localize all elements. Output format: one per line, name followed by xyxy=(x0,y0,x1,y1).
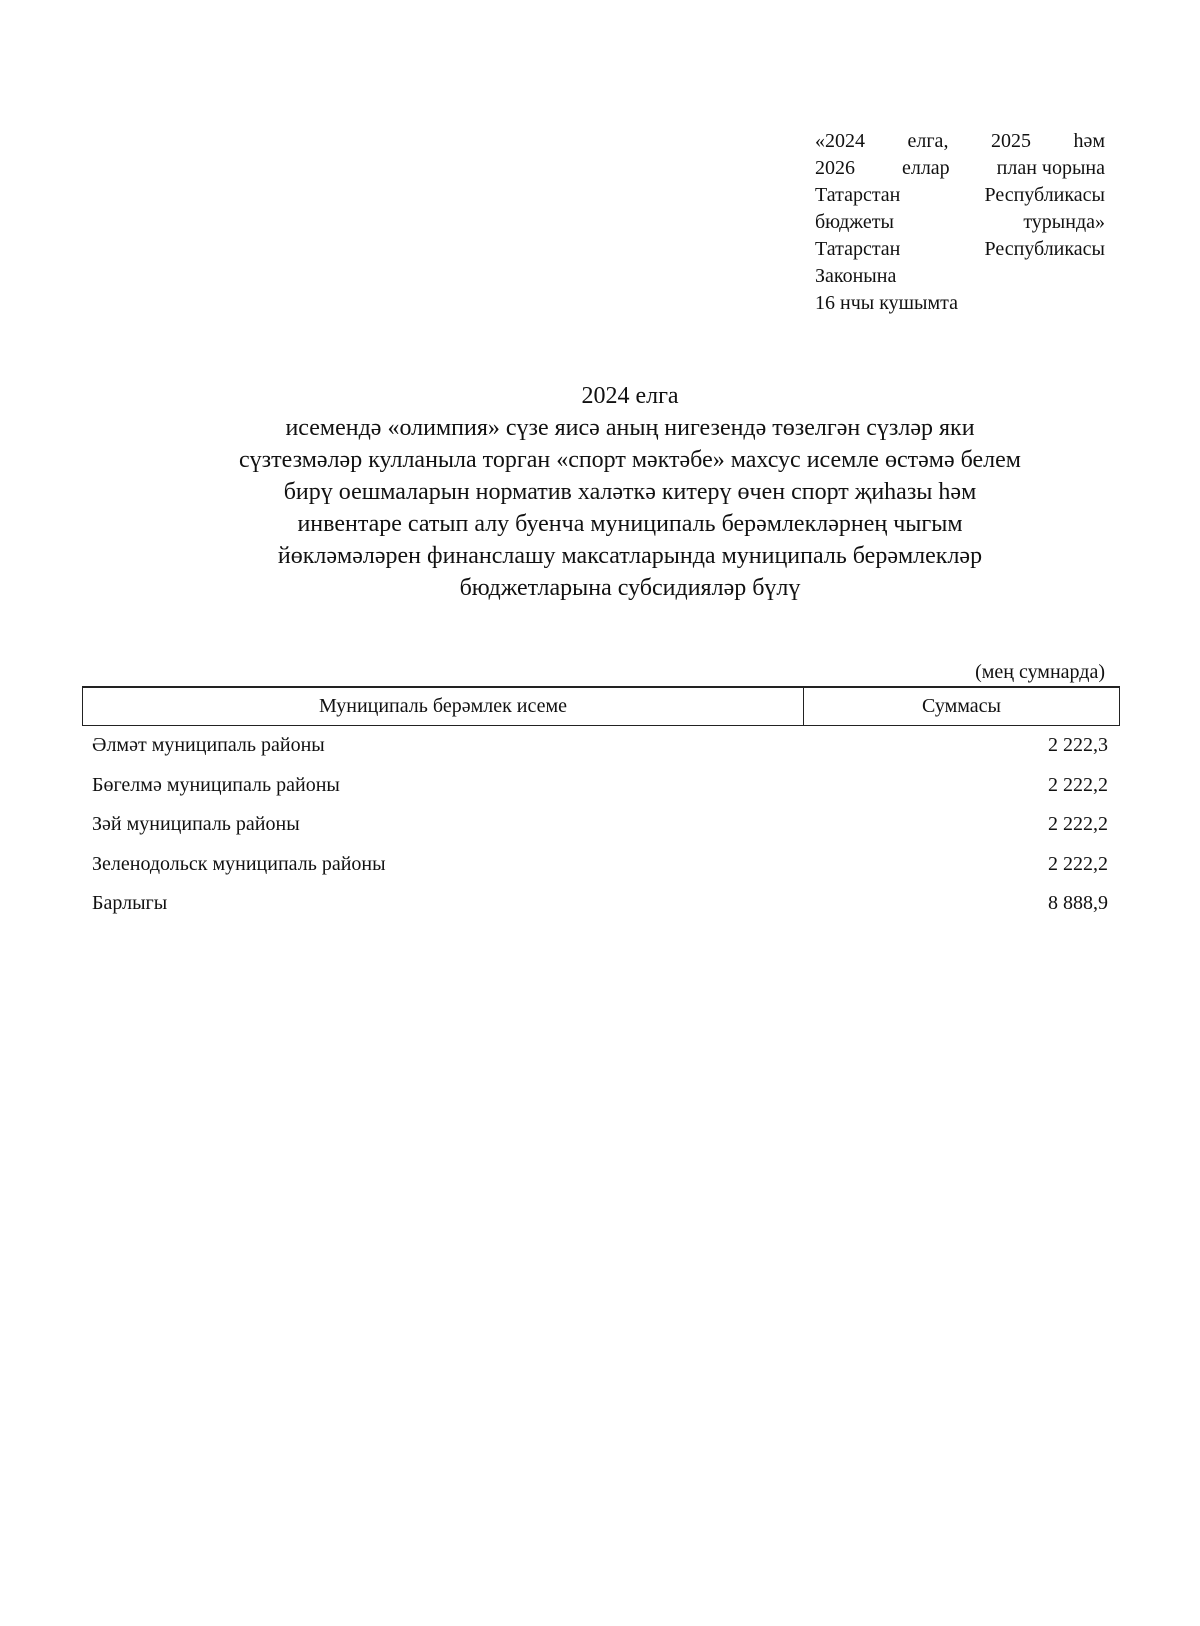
row-name: Бөгелмә муниципаль районы xyxy=(92,773,340,796)
header-word: план чорына xyxy=(996,157,1105,179)
total-label: Барлыгы xyxy=(92,892,168,915)
header-word: Республикасы xyxy=(984,184,1105,206)
column-header-amount: Суммасы xyxy=(922,695,1001,717)
table-row xyxy=(82,845,1120,885)
title-line: йөкләмәләрен финанслашу максатларында муниципаль берәмлекләр xyxy=(277,543,983,569)
column-header-name: Муниципаль берәмлек исеме xyxy=(83,688,804,725)
table-row xyxy=(82,726,1120,766)
table-row xyxy=(82,805,1120,845)
header-word: бюджеты xyxy=(815,211,894,233)
document-title xyxy=(80,380,1180,604)
header-line xyxy=(815,209,1105,236)
header-line xyxy=(815,155,1105,182)
title-line: инвентаре сатып алу буенча муниципаль берәмлекләрнең чыгым xyxy=(297,511,963,537)
header-word: турында» xyxy=(1023,211,1105,233)
row-amount: 2 222,2 xyxy=(1048,773,1108,796)
subsidy-table xyxy=(82,686,1120,924)
header-word: елга, xyxy=(907,130,949,152)
title-line: бюджетларына субсидияләр бүлү xyxy=(459,575,801,601)
title-line: бирү оешмаларын норматив халәткә китерү өчен спорт җиһазы һәм xyxy=(283,479,977,505)
header-word: Законына xyxy=(815,265,897,287)
header-word: Татарстан xyxy=(815,184,901,206)
header-line xyxy=(815,128,1105,155)
row-name: Зәй муниципаль районы xyxy=(92,813,300,836)
header-line xyxy=(815,182,1105,209)
header-word: 2025 xyxy=(990,130,1031,152)
header-word: Республикасы xyxy=(984,238,1105,260)
row-name: Әлмәт муниципаль районы xyxy=(92,734,325,757)
appendix-header xyxy=(815,128,1105,317)
row-amount: 2 222,2 xyxy=(1048,813,1108,836)
table-row xyxy=(82,766,1120,806)
table-header xyxy=(82,686,1120,726)
header-word: һәм xyxy=(1073,130,1105,152)
title-line: исемендә «олимпия» сүзе яисә аның нигезендә төзелгән сүзләр яки xyxy=(285,415,975,441)
unit-note: (мең сумнарда) xyxy=(975,661,1105,683)
title-year: 2024 елга xyxy=(581,383,679,409)
header-word: 2026 xyxy=(815,157,855,179)
total-amount: 8 888,9 xyxy=(1048,892,1108,915)
row-amount: 2 222,2 xyxy=(1048,852,1108,875)
appendix-number: 16 нчы кушымта xyxy=(815,292,958,314)
row-amount: 2 222,3 xyxy=(1048,734,1108,757)
title-line: сүзтезмәләр кулланыла торган «спорт мәктәбе» махсус исемле өстәмә белем xyxy=(239,447,1021,473)
header-word: «2024 xyxy=(815,130,865,152)
header-line xyxy=(815,290,1105,317)
row-name: Зеленодольск муниципаль районы xyxy=(92,852,386,875)
header-word: еллар xyxy=(901,157,950,179)
header-line xyxy=(815,263,1105,290)
header-word: Татарстан xyxy=(815,238,901,260)
header-line xyxy=(815,236,1105,263)
table-total-row xyxy=(82,884,1120,924)
